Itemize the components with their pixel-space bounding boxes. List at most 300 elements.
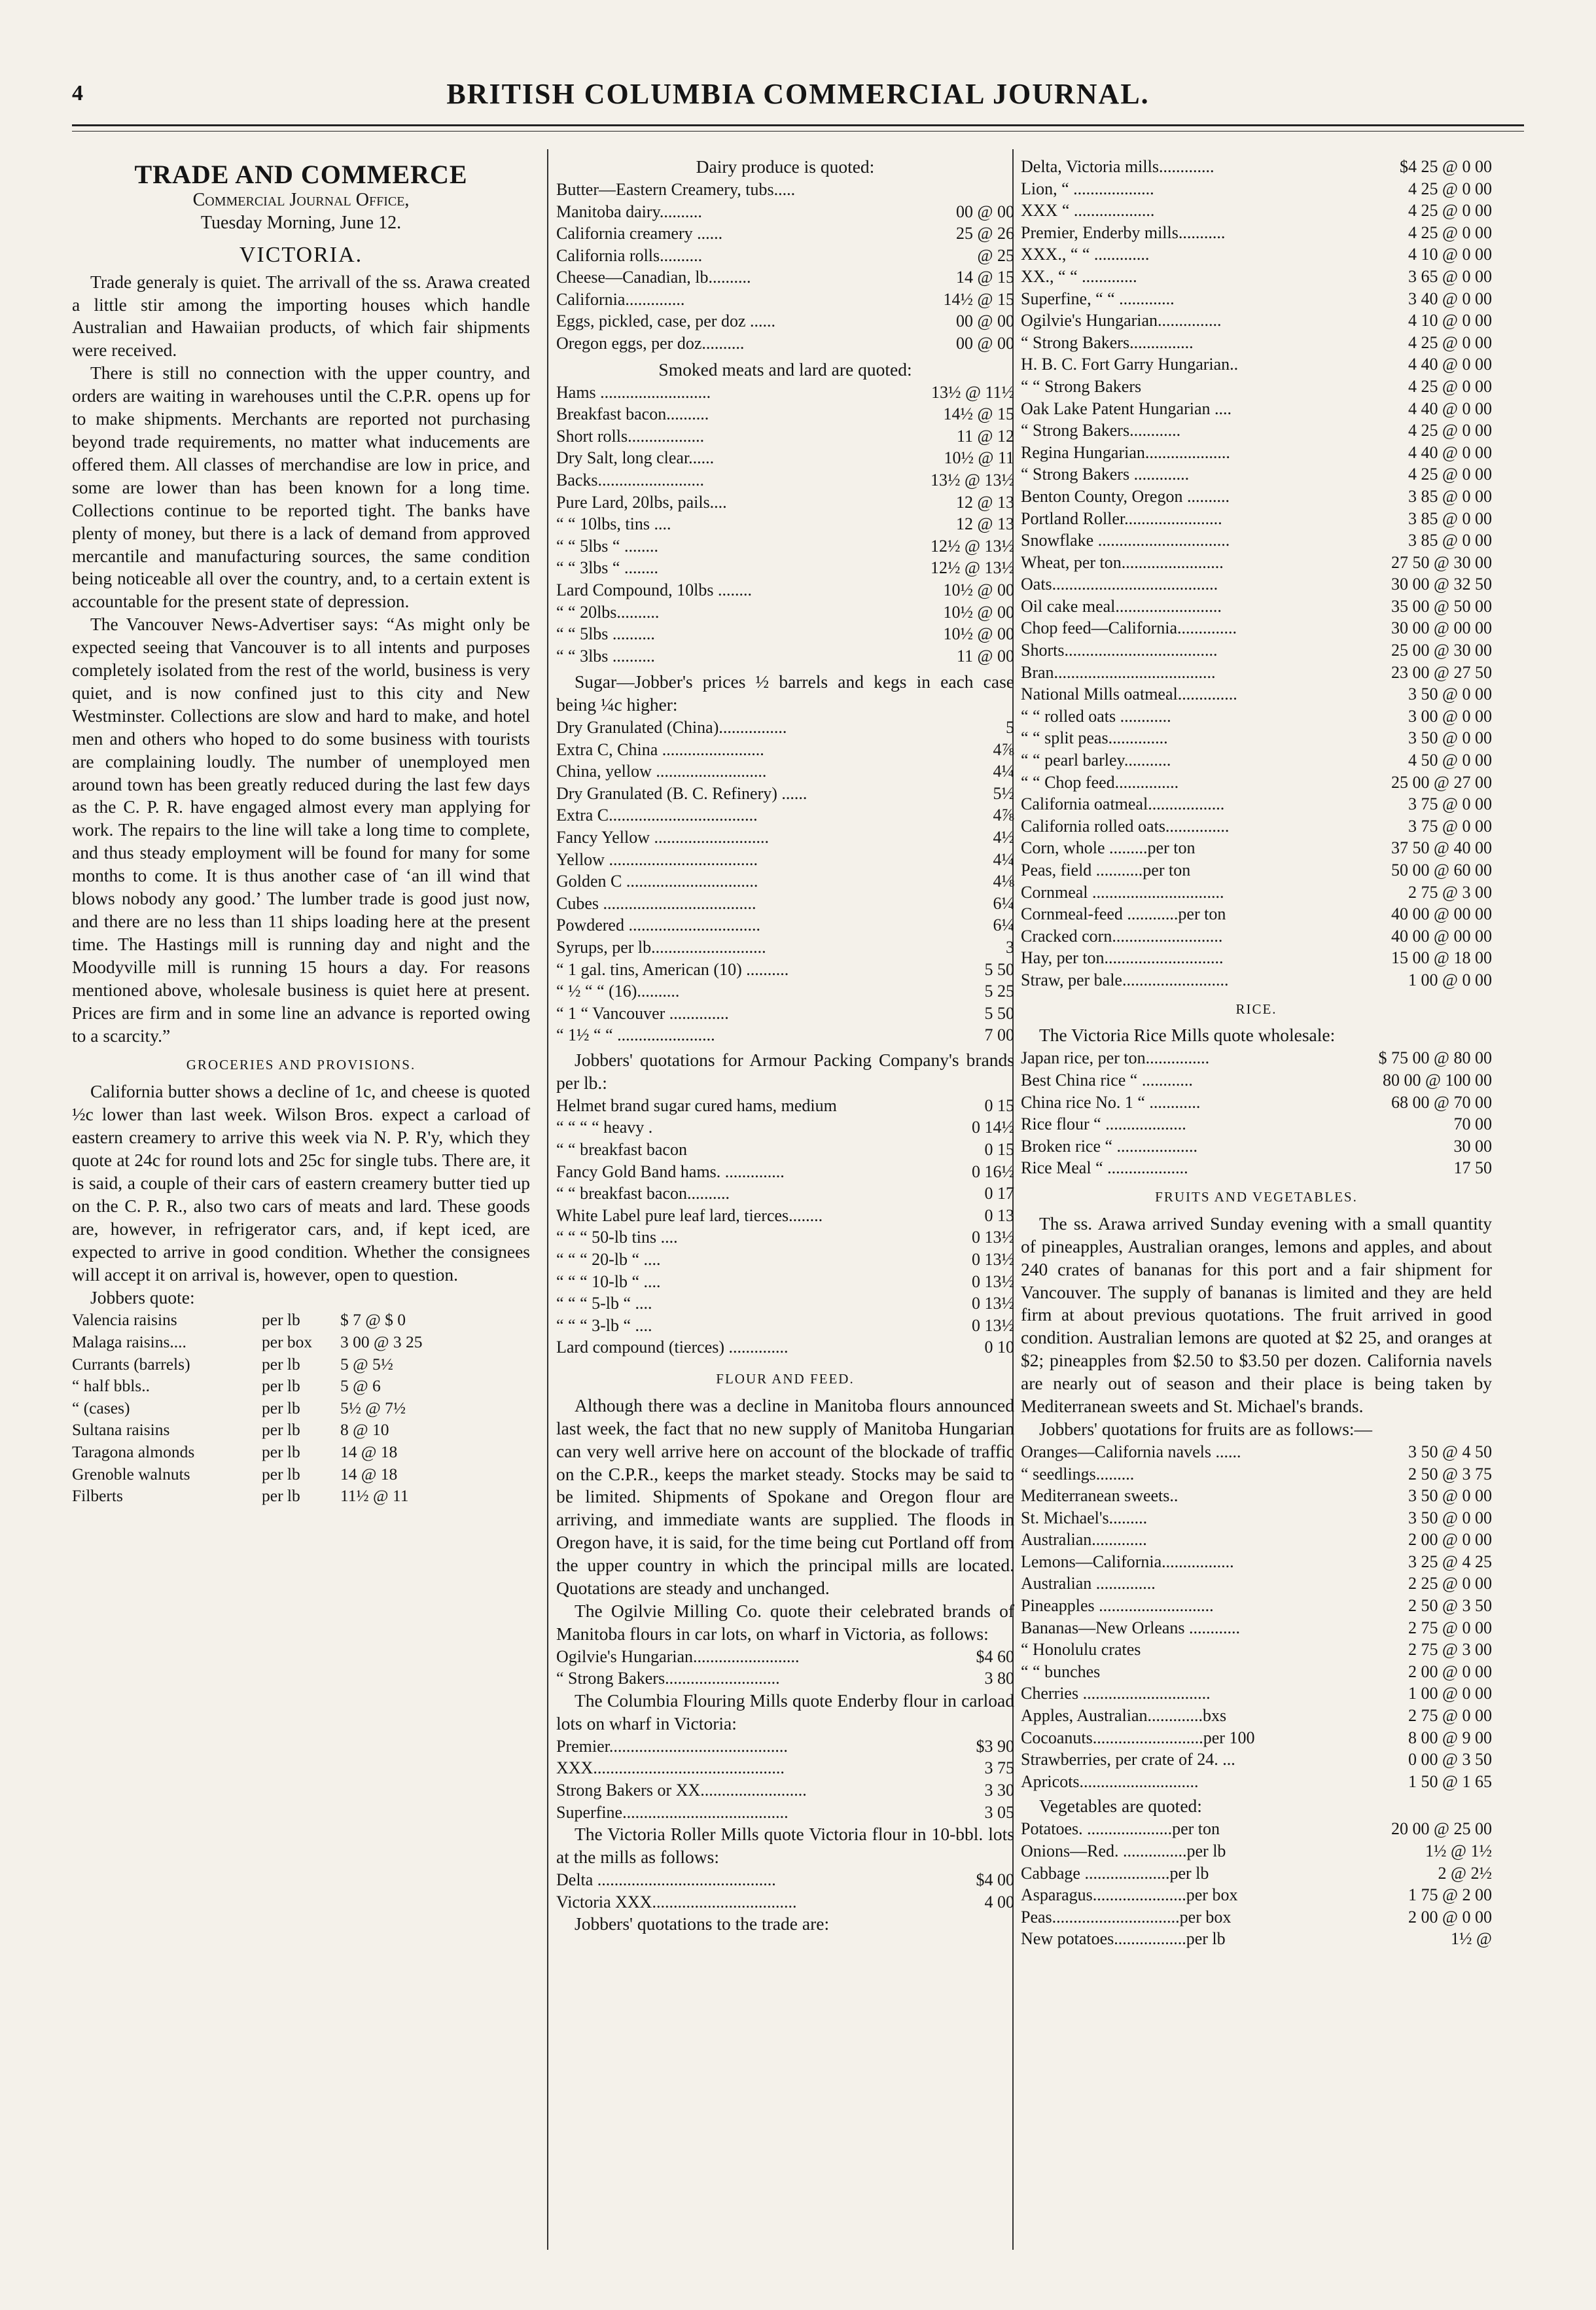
price-row: [1021, 442, 1492, 464]
item-name: Hay, per ton............................: [1021, 948, 1224, 968]
item-name: Lemons—California.................: [1021, 1552, 1234, 1571]
price-row: [556, 222, 1014, 245]
item-name: Ogilvie's Hungarian...............: [1021, 311, 1222, 330]
item-price: 68 00 @ 70 00: [1391, 1092, 1492, 1112]
price-row: [1021, 1771, 1492, 1793]
item-name: Mediterranean sweets..: [1021, 1486, 1179, 1506]
price-list: [556, 717, 1014, 1046]
item-price: 4¼: [993, 762, 1014, 781]
price-row: [72, 1397, 530, 1419]
item-name: “ Strong Bakers...............: [1021, 332, 1194, 352]
item-name: XXX “ ...................: [1021, 201, 1155, 221]
subheading: GROCERIES AND PROVISIONS.: [186, 1057, 416, 1073]
paragraph: The ss. Arawa arrived Sunday evening with a small quantity of pineapples, Australian oranges, lemons and apples, and about 240 crates of bananas for this port and a fair shipment for Vancouver. The supply of bananas is limited and they are held firm at about previous quotations. The fruit arrived in good condition. Australian lemons are quoted at $2 25, and oranges at $2; pineapples from $2.50 to $3.50 per dozen. California navels are nearly out of season and their place is being taken by Mediterranean sweets and St. Michael's brands.: [1021, 1213, 1492, 1417]
paragraph: The Ogilvie Milling Co. quote their celebrated brands of Manitoba flours in car lots, on wharf in Victoria, as follows:: [556, 1601, 1014, 1644]
item-name: China, yellow ..........................: [556, 762, 767, 781]
item-price: 14 @ 18: [340, 1464, 398, 1484]
item-price: 12 @ 13: [956, 514, 1014, 534]
journal-title: BRITISH COLUMBIA COMMERCIAL JOURNAL.: [446, 78, 1150, 110]
price-row: [556, 579, 1014, 601]
item-price: 3 25 @ 4 25: [1408, 1552, 1492, 1571]
item-name: “ Strong Bakers .............: [1021, 465, 1190, 484]
item-name: Superfine, “ “ .............: [1021, 289, 1175, 308]
item-price: 13½ @ 11½: [931, 382, 1014, 402]
column-right: [1021, 156, 1492, 1950]
subheading: RICE.: [1235, 1001, 1277, 1017]
price-row: [556, 870, 1014, 893]
item-name: “ “ “ 50-lb tins ....: [556, 1228, 678, 1247]
item-name: “ (cases): [72, 1398, 130, 1417]
item-price: 3 50 @ 0 00: [1408, 1486, 1492, 1506]
price-row: [1021, 1639, 1492, 1661]
price-row: [72, 1441, 530, 1463]
item-price: 6¼: [993, 915, 1014, 935]
price-row: [1021, 1507, 1492, 1529]
item-price: 4 50 @ 0 00: [1408, 751, 1492, 770]
item-price: 10½ @ 00: [943, 602, 1014, 622]
price-row: [1021, 353, 1492, 376]
item-price: 40 00 @ 00 00: [1391, 904, 1492, 924]
price-row: [556, 310, 1014, 332]
item-price: 2 00 @ 0 00: [1408, 1661, 1492, 1681]
price-row: [556, 1891, 1014, 1913]
item-price: 3 85 @ 0 00: [1408, 508, 1492, 528]
item-name: Portland Roller.......................: [1021, 508, 1222, 528]
item-price: 17 50: [1453, 1158, 1492, 1178]
price-row: [1021, 376, 1492, 398]
paragraph: The Vancouver News-Advertiser says: “As might only be expected seeing that Vancouver is to all intents and purposes completely isolated from the rest of the world, business is very quiet, and is now confined just to this city and New Westminster. Collections are slow and hard to make, and hotel men and others who hoped to do some business with tourists are complaining loudly. The number of unemployed men around town has been greatly reduced during the last few days as the C. P. R. have engaged almost every man applying for work. The repairs to the line will take a long time to complete, and thus steady employment will be found for many for some months to come. It is thus another case of ‘an ill wind that blows nobody any good.’ The lumber trade is good just now, and there are no less than 11 ships loading here at the present time. The Hastings mill is running day and night and the Moodyville mill is running 15 hours a day. For reasons mentioned above, wholesale business is quiet here at present. Prices are firm and in some line an advance is reported owing to a scarcity.”: [72, 614, 530, 1046]
price-row: [556, 403, 1014, 425]
item-price: 30 00 @ 32 50: [1391, 575, 1492, 594]
price-row: [556, 849, 1014, 871]
masthead: [72, 77, 1524, 123]
item-name: Breakfast bacon..........: [556, 404, 709, 424]
item-price: 0 15: [984, 1140, 1014, 1159]
item-name: “ “ “ 5-lb “ ....: [556, 1294, 652, 1313]
item-price: 3 50 @ 4 50: [1408, 1442, 1492, 1461]
price-row: [556, 1095, 1014, 1117]
paragraph: Jobbers' quotations to the trade are:: [575, 1913, 830, 1934]
item-name: Lion, “ ...................: [1021, 179, 1154, 198]
subheading: Dairy produce is quoted:: [696, 156, 875, 177]
item-price: 40 00 @ 00 00: [1391, 926, 1492, 946]
item-name: “ “ “ 20-lb “ ....: [556, 1249, 661, 1269]
item-price: 70 00: [1453, 1114, 1492, 1134]
item-price: 3 00 @ 0 00: [1408, 706, 1492, 726]
item-price: 5 @ 5½: [340, 1354, 393, 1374]
item-price: 4 10 @ 0 00: [1408, 311, 1492, 330]
item-unit: per lb: [262, 1464, 300, 1484]
item-price: 0 00 @ 3 50: [1408, 1750, 1492, 1769]
item-price: 4½: [993, 828, 1014, 847]
item-name: Extra C...................................: [556, 806, 758, 825]
price-row: [1021, 947, 1492, 969]
paragraph: The Victoria Roller Mills quote Victoria flour in 10-bbl. lots at the mills as follows:: [556, 1824, 1014, 1868]
item-name: Cabbage ....................per lb: [1021, 1863, 1209, 1883]
item-name: Rice flour “ ...................: [1021, 1114, 1186, 1134]
price-row: [1021, 156, 1492, 178]
item-price: 2 50 @ 3 75: [1408, 1464, 1492, 1484]
price-row: [1021, 573, 1492, 595]
price-row: [1021, 508, 1492, 530]
price-row: [1021, 266, 1492, 288]
price-row: [556, 1667, 1014, 1690]
item-name: Chop feed—California..............: [1021, 618, 1237, 638]
item-name: “ “ 5lbs ..........: [556, 624, 655, 644]
item-price: $ 7 @ $ 0: [340, 1310, 406, 1330]
item-price: $4 25 @ 0 00: [1400, 157, 1492, 176]
item-name: Benton County, Oregon ..........: [1021, 486, 1230, 506]
item-price: 6¼: [993, 893, 1014, 913]
price-row: [1021, 793, 1492, 815]
item-price: $4 00: [976, 1870, 1014, 1889]
item-price: 3 85 @ 0 00: [1408, 486, 1492, 506]
item-name: California rolls..........: [556, 245, 703, 265]
item-name: California rolled oats...............: [1021, 816, 1230, 836]
item-name: Cocoanuts..........................per 100: [1021, 1728, 1255, 1747]
item-name: St. Michael's.........: [1021, 1508, 1148, 1527]
item-price: 7 00: [984, 1025, 1014, 1045]
item-price: 2 75 @ 3 00: [1408, 1640, 1492, 1660]
item-name: Eggs, pickled, case, per doz ......: [556, 311, 776, 331]
price-row: [556, 1003, 1014, 1025]
price-row: [1021, 595, 1492, 618]
item-price: 3 75 @ 0 00: [1408, 816, 1492, 836]
item-name: Oranges—California navels ......: [1021, 1442, 1241, 1461]
price-list: [1021, 1441, 1492, 1793]
item-name: California..............: [556, 289, 685, 309]
price-row: [1021, 1705, 1492, 1727]
item-price: 2 @ 2½: [1438, 1863, 1492, 1883]
item-name: Grenoble walnuts: [72, 1464, 190, 1484]
price-row: [1021, 617, 1492, 639]
price-row: [1021, 859, 1492, 881]
item-price: 5½ @ 7½: [340, 1398, 406, 1417]
item-unit: per lb: [262, 1354, 300, 1374]
price-row: [1021, 1749, 1492, 1771]
item-name: Filberts: [72, 1486, 123, 1506]
item-name: “ Strong Bakers............: [1021, 421, 1181, 440]
price-row: [556, 645, 1014, 667]
item-name: Wheat, per ton........................: [1021, 552, 1224, 572]
price-row: [1021, 683, 1492, 705]
item-price: 2 75 @ 3 00: [1408, 882, 1492, 902]
item-price: 0 13½: [972, 1228, 1014, 1247]
item-unit: per lb: [262, 1310, 300, 1330]
price-list: [556, 1869, 1014, 1913]
item-name: Australian ..............: [1021, 1574, 1156, 1593]
item-name: Taragona almonds: [72, 1442, 195, 1461]
item-price: 3 50 @ 0 00: [1408, 728, 1492, 748]
item-name: Apples, Australian.............bxs: [1021, 1706, 1227, 1726]
item-price: 3 40 @ 0 00: [1408, 289, 1492, 308]
item-name: “ “ Strong Bakers: [1021, 376, 1142, 396]
price-row: [556, 760, 1014, 783]
item-name: Potatoes. ....................per ton: [1021, 1819, 1220, 1839]
item-price: 0 13½: [972, 1249, 1014, 1269]
price-list: [556, 1735, 1014, 1823]
item-name: Apricots............................: [1021, 1771, 1199, 1791]
item-unit: per lb: [262, 1420, 300, 1440]
item-price: 3 65 @ 0 00: [1408, 266, 1492, 286]
price-row: [556, 893, 1014, 915]
item-name: “ “ rolled oats ............: [1021, 706, 1171, 726]
price-row: [1021, 419, 1492, 442]
item-name: Syrups, per lb...........................: [556, 938, 766, 957]
city-heading: VICTORIA.: [239, 242, 363, 267]
price-row: [1021, 705, 1492, 728]
header-rule-top: [72, 124, 1524, 126]
item-price: 4 10 @ 0 00: [1408, 245, 1492, 264]
item-price: 5: [1006, 718, 1014, 737]
item-price: 3 75 @ 0 00: [1408, 794, 1492, 814]
price-row: [1021, 1617, 1492, 1639]
price-row: [556, 1161, 1014, 1183]
price-row: [1021, 815, 1492, 838]
item-price: 0 16½: [972, 1162, 1014, 1181]
price-row: [556, 826, 1014, 849]
item-name: Dry Granulated (China)................: [556, 718, 787, 737]
price-row: [1021, 727, 1492, 749]
item-name: Best China rice “ ............: [1021, 1070, 1193, 1090]
item-name: Cornmeal ...............................: [1021, 882, 1224, 902]
price-row: [1021, 1092, 1492, 1114]
item-name: Currants (barrels): [72, 1354, 190, 1374]
item-price: 4 25 @ 0 00: [1408, 421, 1492, 440]
item-price: 4⅞: [993, 739, 1014, 759]
item-name: Lard compound (tierces) ..............: [556, 1338, 789, 1357]
item-name: Oil cake meal.........................: [1021, 596, 1222, 616]
price-row: [556, 491, 1014, 514]
column-divider-1: [547, 149, 548, 2250]
price-row: [72, 1375, 530, 1397]
price-row: [1021, 1551, 1492, 1573]
price-row: [1021, 749, 1492, 772]
item-price: 2 50 @ 3 50: [1408, 1596, 1492, 1616]
price-row: [1021, 1862, 1492, 1885]
item-name: Straw, per bale.........................: [1021, 970, 1229, 989]
price-row: [1021, 1529, 1492, 1551]
price-row: [556, 1226, 1014, 1249]
item-name: Corn, whole .........per ton: [1021, 838, 1196, 858]
item-name: “ half bbls..: [72, 1376, 150, 1396]
item-price: 25 00 @ 30 00: [1391, 641, 1492, 660]
price-row: [1021, 1069, 1492, 1092]
item-name: Lard Compound, 10lbs ........: [556, 580, 752, 599]
item-name: Pure Lard, 20lbs, pails....: [556, 492, 727, 512]
price-row: [1021, 969, 1492, 991]
item-name: “ “ split peas..............: [1021, 728, 1168, 748]
item-price: 1 00 @ 0 00: [1408, 1684, 1492, 1703]
item-name: “ “ bunches: [1021, 1661, 1101, 1681]
price-row: [1021, 243, 1492, 266]
price-row: [72, 1331, 530, 1353]
item-price: 14½ @ 15: [943, 404, 1014, 424]
price-row: [72, 1309, 530, 1331]
item-name: Australian.............: [1021, 1530, 1147, 1550]
item-price: 1 50 @ 1 65: [1408, 1771, 1492, 1791]
item-price: 4 25 @ 0 00: [1408, 376, 1492, 396]
item-name: Sultana raisins: [72, 1420, 170, 1440]
item-name: Hams ..........................: [556, 382, 711, 402]
price-row: [1021, 1113, 1492, 1135]
price-list: [556, 382, 1014, 667]
item-price: 3 85 @ 0 00: [1408, 531, 1492, 550]
date-line: Tuesday Morning, June 12.: [200, 212, 402, 233]
price-row: [1021, 529, 1492, 552]
price-row: [1021, 288, 1492, 310]
item-name: Strong Bakers or XX.........................: [556, 1781, 807, 1800]
price-row: [1021, 1840, 1492, 1862]
item-name: “ “ pearl barley...........: [1021, 751, 1171, 770]
item-price: 2 75 @ 0 00: [1408, 1618, 1492, 1637]
price-row: [556, 739, 1014, 761]
item-price: 4 00: [984, 1892, 1014, 1911]
subheading: Jobbers' quotations for Armour Packing Company's brands per lb.:: [556, 1050, 1014, 1093]
item-price: 5 25: [984, 982, 1014, 1001]
price-row: [556, 289, 1014, 311]
item-name: Broken rice “ ...................: [1021, 1136, 1198, 1156]
item-name: XXX.............................................: [556, 1758, 785, 1778]
item-name: “ 1 gal. tins, American (10) ..........: [556, 959, 789, 979]
price-row: [556, 959, 1014, 981]
price-row: [1021, 1682, 1492, 1705]
price-row: [1021, 1485, 1492, 1507]
price-row: [556, 1182, 1014, 1205]
item-name: Powdered ...............................: [556, 915, 760, 935]
item-name: Victoria XXX..................................: [556, 1892, 797, 1911]
price-row: [556, 1336, 1014, 1359]
item-price: 0 15: [984, 1095, 1014, 1115]
item-name: Manitoba dairy..........: [556, 202, 702, 221]
item-price: 14 @ 18: [340, 1442, 398, 1461]
item-name: “ Strong Bakers...........................: [556, 1669, 780, 1688]
price-row: [1021, 903, 1492, 925]
price-row: [1021, 1884, 1492, 1906]
price-row: [556, 601, 1014, 624]
price-row: [556, 1779, 1014, 1802]
item-price: 5 50: [984, 959, 1014, 979]
price-row: [556, 914, 1014, 936]
item-name: National Mills oatmeal..............: [1021, 684, 1237, 704]
item-name: Strawberries, per crate of 24. ...: [1021, 1750, 1235, 1769]
item-name: “ seedlings.........: [1021, 1464, 1135, 1484]
price-row: [556, 535, 1014, 558]
item-price: 0 17: [984, 1184, 1014, 1203]
paragraph: California butter shows a decline of 1c, and cheese is quoted ½c lower than last week. Wilson Bros. expect a carload of eastern creamery to arrive this week via N. P. R'y, which they quote at 24c for round lots and 25c for single tubs. There are, it is said, a couple of their cars of eastern creamery butter tied up on the C. P. R., also two cars of meats and lard. These goods are, however, in refrigerator cars, and, if kept iced, are expected to arrive in good condition. Whether the consignees will accept it on arrival is, however, open to question.: [72, 1081, 530, 1285]
price-row: [556, 425, 1014, 448]
price-row: [1021, 1463, 1492, 1485]
item-name: “ 1½ “ “ .......................: [556, 1025, 715, 1045]
item-name: H. B. C. Fort Garry Hungarian..: [1021, 355, 1239, 374]
item-name: Malaga raisins....: [72, 1332, 186, 1351]
item-name: Short rolls..................: [556, 426, 705, 446]
item-name: Cracked corn..........................: [1021, 926, 1223, 946]
price-row: [1021, 925, 1492, 948]
item-name: Bananas—New Orleans ............: [1021, 1618, 1241, 1637]
price-row: [1021, 1441, 1492, 1463]
item-name: Extra C, China ........................: [556, 739, 764, 759]
price-row: [1021, 1906, 1492, 1928]
item-price: 0 13½: [972, 1315, 1014, 1335]
item-price: 15 00 @ 18 00: [1391, 948, 1492, 968]
item-price: 11 @ 00: [957, 646, 1014, 666]
item-price: 3 50 @ 0 00: [1408, 684, 1492, 704]
item-name: White Label pure leaf lard, tierces........: [556, 1205, 823, 1225]
item-name: “ “ 3lbs ..........: [556, 646, 655, 666]
item-name: Snowflake ...............................: [1021, 531, 1230, 550]
item-name: Cornmeal-feed ............per ton: [1021, 904, 1226, 924]
item-price: 30 00 @ 00 00: [1391, 618, 1492, 638]
column-left: [72, 156, 530, 1507]
item-price: 4 40 @ 0 00: [1408, 355, 1492, 374]
item-price: 1 75 @ 2 00: [1408, 1885, 1492, 1905]
price-row: [1021, 881, 1492, 904]
item-price: 3: [1006, 938, 1014, 957]
item-price: 0 13: [984, 1205, 1014, 1225]
item-price: 10½ @ 00: [943, 624, 1014, 644]
item-name: Cheese—Canadian, lb..........: [556, 268, 751, 287]
item-name: “ “ 10lbs, tins ....: [556, 514, 671, 534]
item-price: 4⅛: [993, 872, 1014, 891]
item-name: Delta, Victoria mills.............: [1021, 157, 1215, 176]
item-price: 35 00 @ 50 00: [1391, 596, 1492, 616]
item-name: Dry Granulated (B. C. Refinery) ......: [556, 783, 807, 803]
price-row: [72, 1485, 530, 1507]
price-row: [1021, 1727, 1492, 1749]
item-price: 14½ @ 15: [943, 289, 1014, 309]
price-list: [72, 1309, 530, 1506]
item-price: 12½ @ 13½: [931, 536, 1014, 556]
item-name: Delta ..........................................: [556, 1870, 776, 1889]
item-name: Premier..........................................: [556, 1736, 788, 1756]
item-name: Fancy Gold Band hams. ..............: [556, 1162, 785, 1181]
item-price: 37 50 @ 40 00: [1391, 838, 1492, 858]
item-price: $3 90: [976, 1736, 1014, 1756]
item-name: XX., “ “ .............: [1021, 266, 1137, 286]
price-row: [1021, 200, 1492, 222]
subheading: Smoked meats and lard are quoted:: [658, 359, 912, 380]
item-name: “ “ Chop feed...............: [1021, 772, 1179, 792]
item-price: 2 25 @ 0 00: [1408, 1574, 1492, 1593]
price-row: [556, 717, 1014, 739]
item-price: 12 @ 13: [956, 492, 1014, 512]
price-row: [556, 1249, 1014, 1271]
price-row: [1021, 1595, 1492, 1617]
price-row: [556, 245, 1014, 267]
item-name: “ “ breakfast bacon: [556, 1140, 687, 1159]
item-price: 30 00: [1453, 1136, 1492, 1156]
item-name: Asparagus......................per box: [1021, 1885, 1238, 1905]
item-price: 14 @ 15: [956, 268, 1014, 287]
item-name: “ “ 5lbs “ ........: [556, 536, 658, 556]
item-name: “ “ 3lbs “ ........: [556, 558, 658, 578]
item-name: China rice No. 1 “ ............: [1021, 1092, 1201, 1112]
header-rule-bottom: [72, 131, 1524, 132]
price-row: [1021, 332, 1492, 354]
item-name: “ “ 20lbs..........: [556, 602, 660, 622]
price-row: [1021, 1818, 1492, 1840]
item-name: “ 1 “ Vancouver ..............: [556, 1003, 729, 1023]
price-row: [556, 382, 1014, 404]
item-price: 10½ @ 00: [943, 580, 1014, 599]
price-row: [1021, 222, 1492, 244]
item-name: Superfine.......................................: [556, 1802, 789, 1822]
item-price: 2 00 @ 0 00: [1408, 1907, 1492, 1927]
price-row: [1021, 463, 1492, 486]
item-price: 00 @ 00: [956, 334, 1014, 353]
price-row: [1021, 837, 1492, 859]
